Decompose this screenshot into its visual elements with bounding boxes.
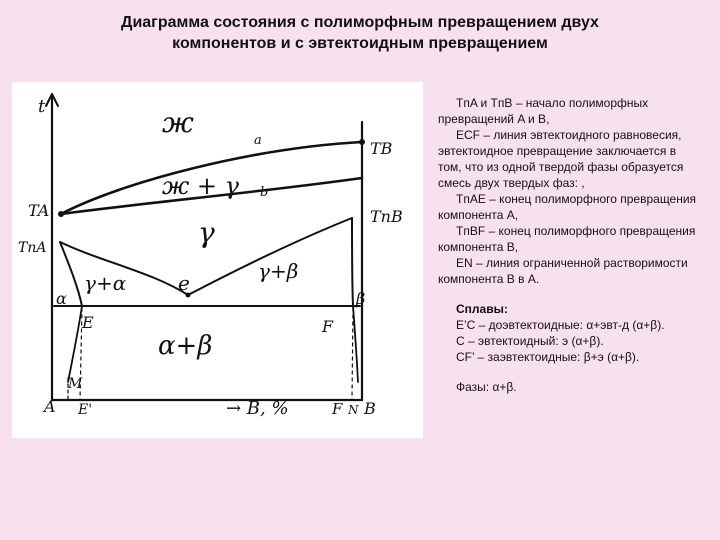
solubility-line-EN	[68, 306, 82, 382]
alloys-heading: Сплавы:	[456, 302, 508, 316]
label-E-prime: E'	[78, 402, 93, 418]
label-a: a	[254, 133, 262, 148]
label-tpb: TпB	[370, 207, 403, 226]
label-composition-axis: → B, %	[226, 398, 289, 419]
label-beta: β	[356, 289, 366, 308]
dashed-line-F	[352, 308, 353, 400]
label-F-prime: F	[332, 400, 343, 418]
label-gamma: γ	[198, 216, 215, 249]
label-E: E	[82, 313, 94, 332]
note-tpae: TпAE – конец полиморфного превращения компонента A,	[438, 192, 697, 222]
phase-diagram	[12, 82, 423, 438]
label-tb: TB	[370, 139, 393, 158]
label-B: B	[364, 399, 376, 418]
label-N: N	[348, 403, 359, 417]
solubility-line-right	[353, 306, 358, 382]
label-gamma-alpha: γ+α	[84, 271, 127, 295]
label-b: b	[260, 185, 269, 200]
label-t-axis: t	[38, 96, 46, 117]
line-tpb-F	[352, 218, 353, 306]
label-ta: TA	[28, 201, 50, 220]
point-tb	[359, 139, 365, 145]
note-en: EN – линия ограниченной растворимости компонента B в A.	[438, 256, 688, 286]
note-tpa-tpb: TпA и TпB – начало полиморфных превращений A и B,	[438, 96, 649, 126]
alloy-hypoeutectoid: E’C – доэвтектоидные: α+эвт-д (α+β).	[456, 318, 665, 332]
phase-diagram-svg	[12, 82, 423, 438]
label-alpha-beta: α+β	[158, 331, 213, 361]
label-F: F	[322, 317, 334, 336]
note-ecf: ECF – линия эвтектоидного равновесия, эвтектоидное превращение заключается в том, что из одной твердой фазы образуется смесь двух твердых фаз: ,	[438, 128, 684, 190]
label-liquid: ж	[162, 106, 194, 139]
label-liquid-gamma: ж + γ	[162, 172, 239, 200]
label-tpa: TпA	[18, 240, 47, 256]
label-gamma-beta: γ+β	[258, 259, 299, 283]
notes-panel	[438, 95, 700, 395]
phases-note: Фазы: α+β.	[456, 380, 517, 394]
alloy-hypereutectoid: CF’ – заэвтектоидные: β+э (α+β).	[456, 350, 640, 364]
title-line-2: компонентов и с эвтектоидным превращением	[172, 35, 548, 52]
note-tpbf: TпBF – конец полиморфного превращения компонента B,	[438, 224, 696, 254]
label-alpha: α	[56, 289, 67, 308]
label-A: A	[44, 397, 56, 416]
page-title	[60, 12, 660, 54]
label-e: e	[178, 271, 190, 295]
alloy-eutectoid: C – эвтектоидный: э (α+β).	[456, 334, 604, 348]
title-line-1: Диаграмма состояния с полиморфным превращением двух	[121, 14, 599, 31]
label-M: M	[68, 376, 83, 392]
point-ta	[58, 211, 64, 217]
